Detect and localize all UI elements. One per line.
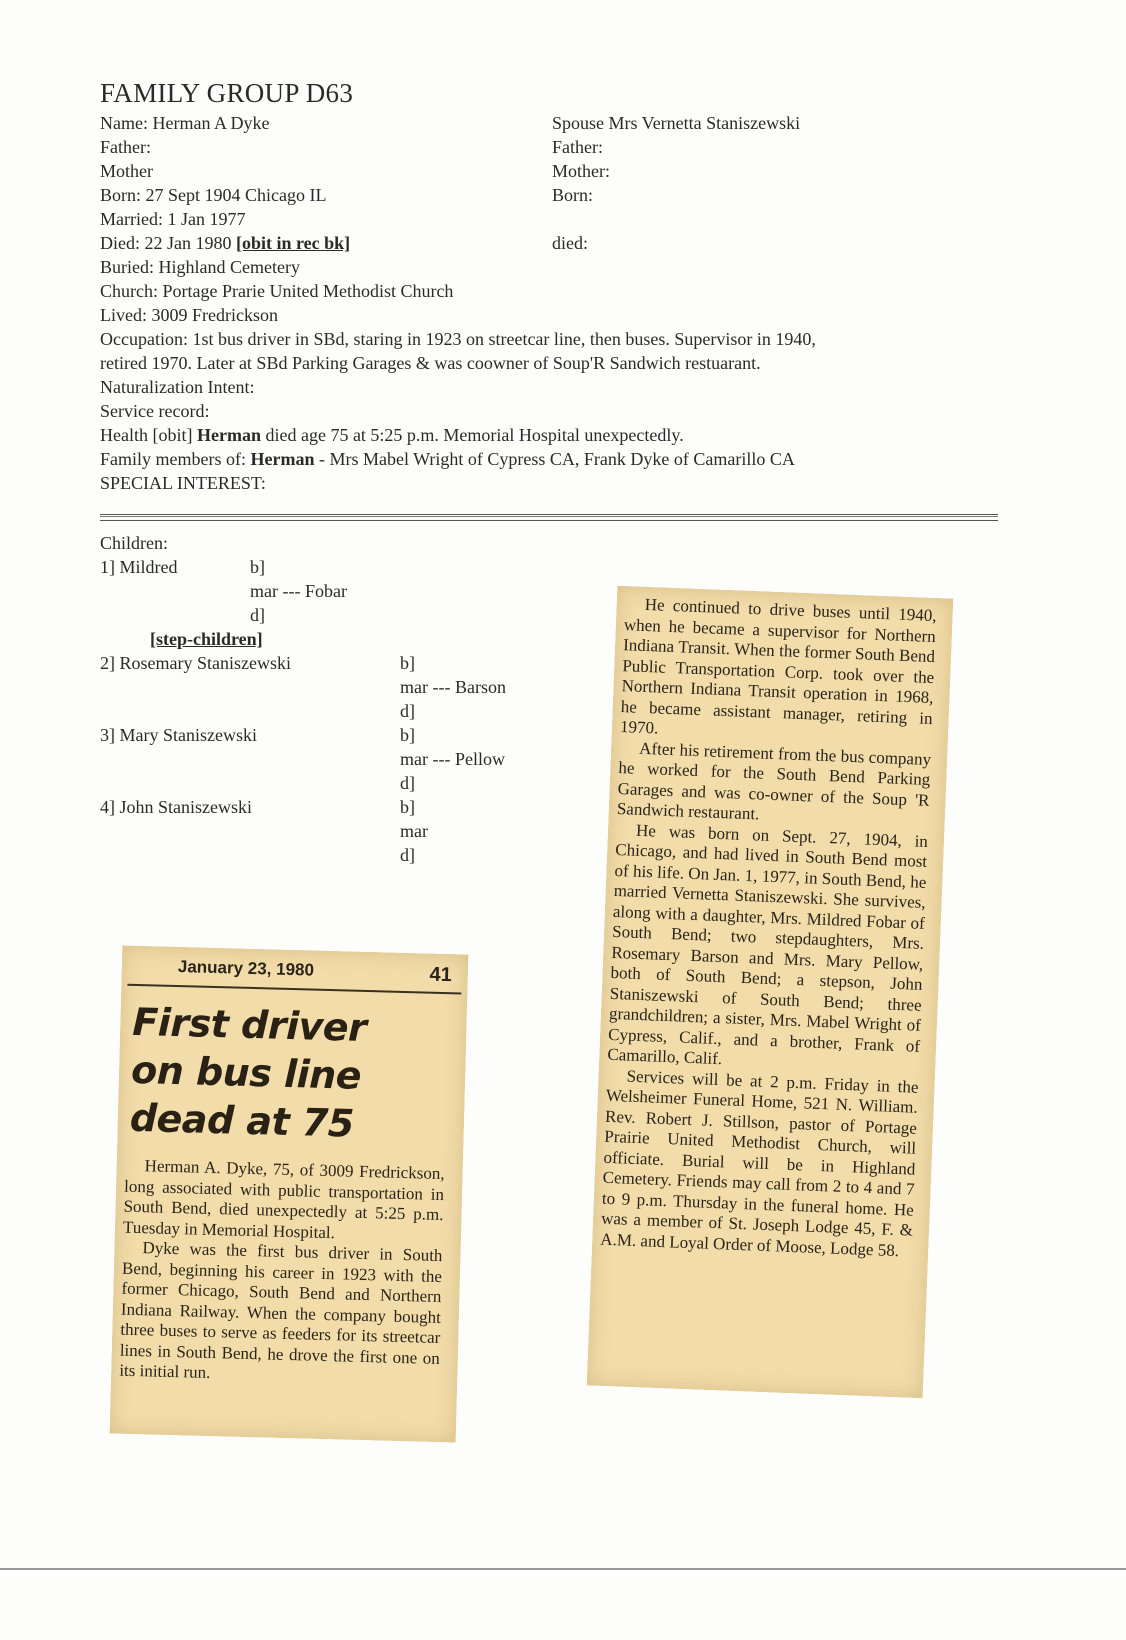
person-health [100, 424, 684, 446]
person-father: Father: [100, 137, 151, 157]
child-death: d] [250, 605, 265, 625]
child-marriage: mar --- Fobar [250, 581, 347, 601]
obituary-clipping-left [110, 946, 469, 1443]
person-died [100, 232, 350, 254]
clipping-paragraph: Herman A. Dyke, 75, of 3009 Fredrickson, long associated with public transportation in South Bend, died unexpectedly at 5:25 p.m. Tuesday in Memorial Hospital. [122, 1156, 445, 1242]
spouse-name: Spouse Mrs Vernetta Staniszewski [552, 113, 801, 133]
clipping-body [119, 1156, 445, 1390]
child-marriage: mar --- Barson [400, 677, 506, 697]
spouse-mother: Mother: [552, 161, 610, 181]
person-family [100, 448, 795, 470]
headline-line: First driver [131, 999, 367, 1050]
child-birth: b] [400, 797, 415, 817]
health-prefix: Health [obit] [100, 425, 197, 445]
clipping-paragraph: He was born on Sept. 27, 1904, in Chicago, and had lived in South Bend most of his life. On Jan. 1, 1977, in South Bend, he married Vernetta Staniszewski. She survives, along with a daughter, Mrs. Mildred Fobar of South Bend; two stepdaughters, Mrs. Rosemary Barson and Mrs. Mary Pellow, both of South Bend; a stepson, John Staniszewski of South Bend; three grandchildren; a sister, Mrs. Mabel Wright of Cypress, Calif., and a brother, Frank of Camarillo, Calif. [607, 820, 929, 1069]
clipping-page-number: 41 [429, 963, 453, 987]
person-occupation-line2: retired 1970. Later at SBd Parking Garages & was coowner of Soup'R Sandwich restuarant. [100, 353, 761, 373]
step-children-heading: [step-children] [150, 629, 263, 649]
special-interest: SPECIAL INTEREST: [100, 473, 266, 493]
child-name: 3] Mary Staniszewski [100, 725, 257, 745]
person-born: Born: 27 Sept 1904 Chicago IL [100, 185, 327, 205]
family-prefix: Family members of: [100, 449, 251, 469]
child-name: 2] Rosemary Staniszewski [100, 653, 291, 673]
children-heading: Children: [100, 533, 168, 553]
obit-link[interactable]: [obit in rec bk] [235, 233, 351, 253]
headline-line: on bus line [130, 1047, 362, 1098]
family-name: Herman [250, 449, 315, 469]
spouse-born: Born: [552, 185, 594, 205]
person-naturalization: Naturalization Intent: [100, 377, 255, 397]
clipping-paragraph: Services will be at 2 p.m. Friday in the Welsheimer Funeral Home, 521 N. William. Rev. Robert J. Stillson, pastor of Portage Prairie United Methodist Church, will officiate. Burial will be in Highland Cemetery. Friends may call from 2 to 4 and 7 to 9 p.m. Thursday in the funeral home. He was a member of St. Joseph Lodge 45, F. & A.M. and Loyal Order of Moose, Lodge 58. [600, 1066, 919, 1260]
person-lived: Lived: 3009 Fredrickson [100, 305, 278, 325]
headline-line: dead at 75 [129, 1095, 355, 1146]
child-death: d] [400, 773, 415, 793]
spouse-died: died: [552, 233, 588, 253]
clipping-paragraph: After his retirement from the bus company he worked for the South Bend Parking Garages and was co-owner of the Soup 'R Sandwich restaurant. [616, 738, 932, 824]
obituary-clipping-right [587, 586, 953, 1398]
health-name: Herman [196, 425, 261, 445]
section-divider [100, 514, 998, 521]
person-service: Service record: [100, 401, 210, 421]
family-rest: - Mrs Mabel Wright of Cypress CA, Frank Dyke of Camarillo CA [314, 449, 795, 469]
health-rest: died age 75 at 5:25 p.m. Memorial Hospital unexpectedly. [260, 425, 684, 445]
child-death: d] [400, 701, 415, 721]
child-birth: b] [400, 653, 415, 673]
person-buried: Buried: Highland Cemetery [100, 257, 300, 277]
child-name: 4] John Staniszewski [100, 797, 252, 817]
child-name: 1] Mildred [100, 557, 178, 577]
person-church: Church: Portage Prarie United Methodist Church [100, 281, 454, 301]
child-death: d] [400, 845, 415, 865]
person-mother: Mother [100, 161, 153, 181]
person-died-text: Died: 22 Jan 1980 [100, 233, 236, 253]
clipping-paragraph: Dyke was the first bus driver in South Bend, beginning his career in 1923 with the former Chicago, South Bend and Northern Indiana Railway. When the company bought three buses to serve as feeders for its streetcar lines in South Bend, he drove the first one on its initial run. [119, 1238, 443, 1383]
child-marriage: mar --- Pellow [400, 749, 505, 769]
clipping-paragraph: He continued to drive buses until 1940, when he became a supervisor for Northern Indiana Transit. When the former South Bend Public Transportation Corp. took over the Northern Indiana Transit operation in 1968, he became assistant manager, retiring in 1970. [619, 594, 937, 738]
person-name: Name: Herman A Dyke [100, 113, 270, 133]
clipping-header [127, 954, 462, 995]
person-married: Married: 1 Jan 1977 [100, 209, 246, 229]
child-birth: b] [400, 725, 415, 745]
clipping-headline [129, 998, 463, 1151]
page-bottom-edge [0, 1568, 1126, 1570]
clipping-date: January 23, 1980 [177, 957, 315, 980]
person-occupation-line1: Occupation: 1st bus driver in SBd, staring in 1923 on streetcar line, then buses. Supervisor in 1940, [100, 329, 816, 349]
child-marriage: mar [400, 821, 428, 841]
child-birth: b] [250, 557, 265, 577]
clipping-body [600, 594, 937, 1261]
page-title: FAMILY GROUP D63 [100, 78, 354, 108]
spouse-father: Father: [552, 137, 603, 157]
